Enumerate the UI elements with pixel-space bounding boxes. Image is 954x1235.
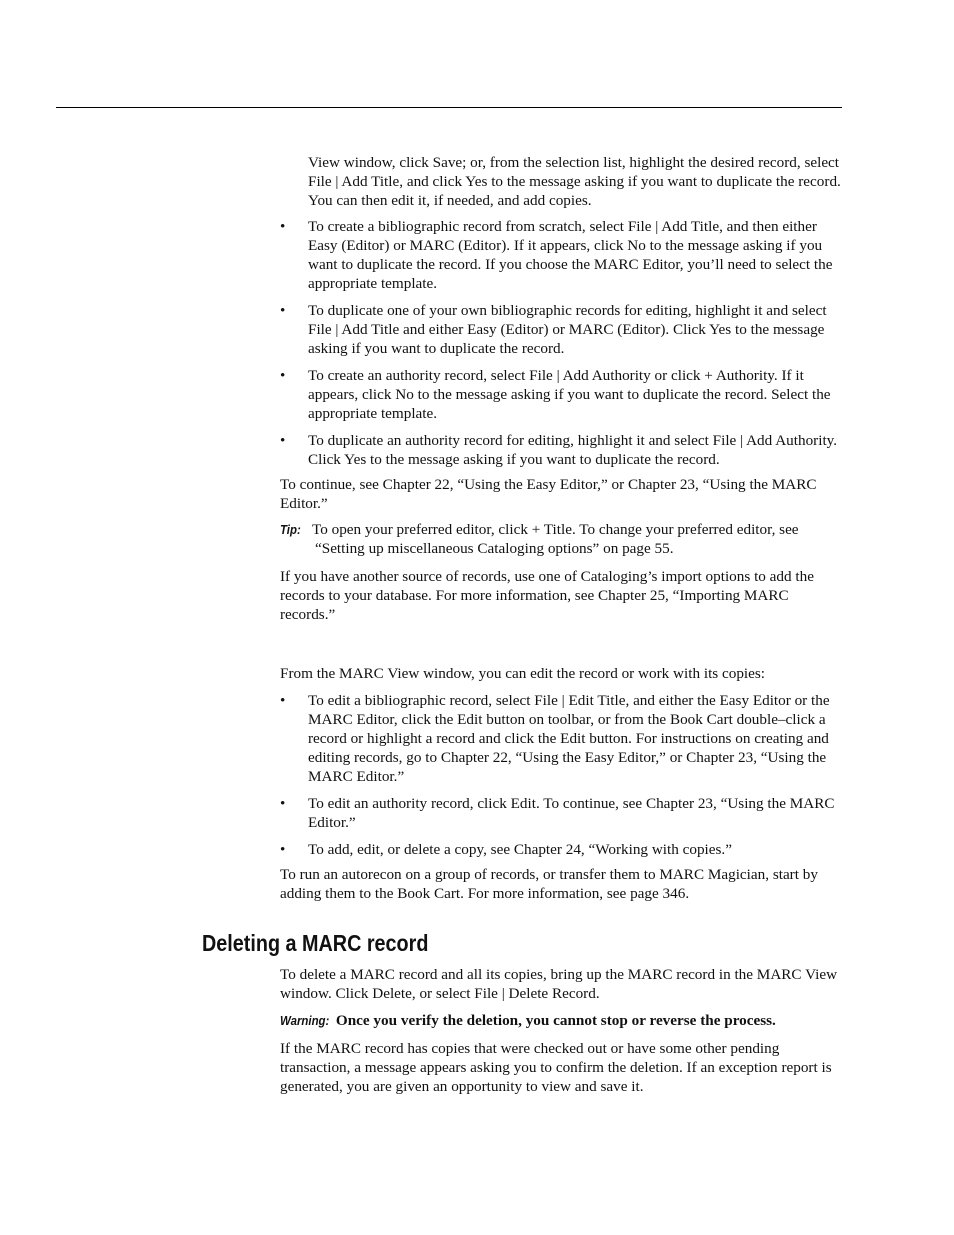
- bullet-icon: •: [280, 432, 286, 449]
- warning-text: Once you verify the deletion, you cannot stop or reverse the process.: [335, 1012, 776, 1029]
- continue-paragraph: To continue, see Chapter 22, “Using the Easy Editor,” or Chapter 23, “Using the MARC Editor.”: [280, 476, 817, 512]
- delete-closing: If the MARC record has copies that were checked out or have some other pending transaction, a message appears asking you to confirm the deletion. If an exception report is generated, you are given an opportunity to view and save it.: [280, 1040, 832, 1095]
- delete-intro: To delete a MARC record and all its copies, bring up the MARC record in the MARC View window. Click Delete, or select File | Delete Record.: [280, 966, 838, 1002]
- bullet-icon: •: [280, 218, 286, 235]
- bullet-icon: •: [280, 302, 286, 319]
- main-content: [280, 153, 845, 912]
- warning-note: [280, 1011, 845, 1030]
- list-item-text: To duplicate an authority record for editing, highlight it and select File | Add Authority. Click Yes to the message asking if you want to duplicate the record.: [308, 432, 838, 468]
- header-rule: [56, 107, 842, 108]
- warning-label: Warning:: [280, 1013, 330, 1028]
- tip-text: To open your preferred editor, click + Title. To change your preferred editor, see “Setting up miscellaneous Cataloging options” on page 55.: [312, 521, 799, 557]
- list-item: [280, 301, 845, 358]
- marc-view-intro: From the MARC View window, you can edit the record or work with its copies:: [280, 665, 766, 682]
- import-paragraph: If you have another source of records, use one of Cataloging’s import options to add the records to your database. For more information, see Chapter 25, “Importing MARC records.”: [280, 568, 814, 623]
- list-item: [280, 431, 845, 469]
- continued-paragraph: View window, click Save; or, from the selection list, highlight the desired record, select File | Add Title, and click Yes to the message asking if you want to duplicate the record. You can then edit it, if needed, and add copies.: [308, 154, 841, 209]
- list-item-text: To add, edit, or delete a copy, see Chapter 24, “Working with copies.”: [308, 841, 732, 858]
- list-item: [280, 840, 845, 859]
- list-item: [280, 691, 845, 786]
- bullet-icon: •: [280, 841, 286, 858]
- autorecon-paragraph: To run an autorecon on a group of records, or transfer them to MARC Magician, start by adding them to the Book Cart. For more information, see page 346.: [280, 866, 818, 902]
- list-item: [280, 217, 845, 293]
- section-heading: Deleting a MARC record: [202, 930, 429, 956]
- list-item: [280, 794, 845, 832]
- bullet-icon: •: [280, 795, 286, 812]
- list-item: [280, 366, 845, 423]
- tip-note: [280, 520, 845, 558]
- list-item-text: To create an authority record, select File | Add Authority or click + Authority. If it appears, click No to the message asking if you want to duplicate the record. Select the appropriate template.: [308, 367, 831, 422]
- delete-section: [280, 965, 845, 1105]
- tip-label: Tip:: [280, 522, 301, 537]
- list-item-text: To duplicate one of your own bibliographic records for editing, highlight it and select File | Add Title and either Easy (Editor) or MARC (Editor). Click Yes to the message asking if you want to duplicate the record.: [308, 302, 827, 357]
- bullet-icon: •: [280, 692, 286, 709]
- list-item-text: To edit a bibliographic record, select File | Edit Title, and either the Easy Editor or the MARC Editor, click the Edit button on toolbar, or from the Book Cart double–click a record or highlight a record and click the Edit button. For instructions on creating and editing records, go to Chapter 22, “Using the Easy Editor,” or Chapter 23, “Using the MARC Editor.”: [308, 692, 830, 785]
- list-item-text: To create a bibliographic record from scratch, select File | Add Title, and then either Easy (Editor) or MARC (Editor). If it appears, click No to the message asking if you want to duplicate the record. If you choose the MARC Editor, you’ll need to select the appropriate template.: [308, 218, 833, 292]
- bullet-icon: •: [280, 367, 286, 384]
- list-item-text: To edit an authority record, click Edit. To continue, see Chapter 23, “Using the MARC Editor.”: [308, 795, 835, 831]
